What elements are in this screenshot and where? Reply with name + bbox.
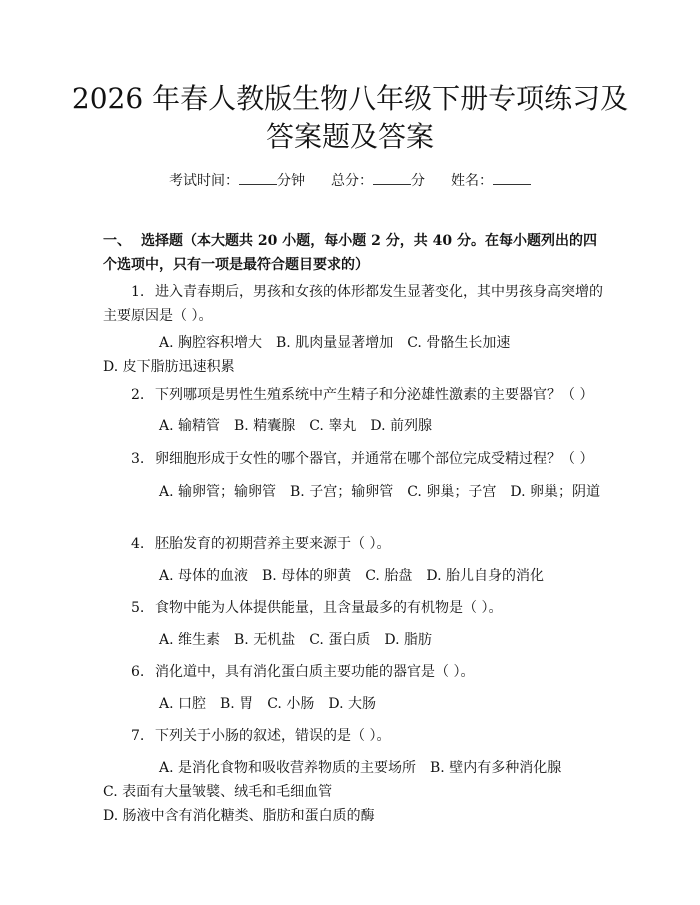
section-text: 选择题（本大题共 20 小题，每小题 2 分，共 40 分。在每小题列出的四个选项中，只有一项是最符合题目要求的）	[103, 233, 597, 273]
score-blank	[373, 172, 411, 185]
question-stem: 消化道中，具有消化蛋白质主要功能的器官是（ ）。	[155, 664, 475, 680]
time-unit: 分钟	[277, 173, 305, 189]
option-d: D. 脂肪	[384, 632, 432, 648]
question-2	[103, 383, 603, 407]
question-5	[103, 596, 603, 620]
option-b: B. 母体的卵黄	[262, 568, 352, 584]
question-stem: 下列哪项是男性生殖系统中产生精子和分泌雄性激素的主要器官？（ ）	[155, 387, 594, 403]
option-b: B. 肌肉量显著增加	[276, 335, 394, 351]
option-a: A. 输卵管；输卵管	[159, 484, 277, 500]
exam-info-line	[0, 170, 700, 190]
question-stem: 进入青春期后，男孩和女孩的体形都发生显著变化，其中男孩身高突增的主要原因是（ ）。	[103, 284, 603, 324]
option-c: C. 卵巢；子宫	[407, 484, 497, 500]
section-number: 一、	[103, 233, 131, 249]
question-4	[103, 532, 603, 556]
option-a: A. 口腔	[159, 696, 207, 712]
option-b: B. 壁内有多种消化腺	[430, 760, 562, 776]
option-b: B. 子宫；输卵管	[290, 484, 394, 500]
question-7-options	[103, 756, 603, 828]
option-a: A. 胸腔容积增大	[159, 335, 263, 351]
question-number: 3.	[131, 451, 145, 467]
option-c: C. 骨骼生长加速	[407, 335, 511, 351]
option-b: B. 无机盐	[234, 632, 296, 648]
section-heading	[103, 229, 603, 277]
question-7	[103, 724, 603, 748]
title-line-2: 答案题及答案	[265, 120, 434, 153]
name-label: 姓名：	[451, 173, 493, 189]
question-number: 1.	[131, 284, 145, 300]
option-c: C. 表面有大量皱襞、绒毛和毛细血管	[103, 784, 333, 800]
option-a: A. 输精管	[159, 418, 221, 434]
question-6	[103, 660, 603, 684]
score-label: 总分：	[331, 173, 373, 189]
option-d: D. 卵巢；阴道	[510, 484, 600, 500]
option-b: B. 胃	[220, 696, 254, 712]
question-stem: 下列关于小肠的叙述，错误的是（ ）。	[155, 728, 391, 744]
question-6-options	[103, 692, 603, 716]
question-number: 6.	[131, 664, 145, 680]
question-1	[103, 280, 603, 328]
option-c: C. 蛋白质	[309, 632, 371, 648]
option-d: D. 前列腺	[370, 418, 432, 434]
question-3-options	[103, 480, 603, 504]
score-unit: 分	[411, 173, 425, 189]
time-blank	[239, 172, 277, 185]
time-label: 考试时间：	[169, 173, 239, 189]
option-d: D. 胎儿自身的消化	[426, 568, 544, 584]
question-stem: 胚胎发育的初期营养主要来源于（ ）。	[155, 536, 391, 552]
question-4-options	[103, 564, 603, 588]
question-5-options	[103, 628, 603, 652]
question-stem: 食物中能为人体提供能量，且含量最多的有机物是（ ）。	[155, 600, 503, 616]
question-number: 7.	[131, 728, 145, 744]
question-1-options	[103, 331, 603, 379]
option-c: C. 睾丸	[309, 418, 357, 434]
question-stem: 卵细胞形成于女性的哪个器官，并通常在哪个部位完成受精过程？（ ）	[155, 451, 594, 467]
question-3	[103, 447, 603, 471]
question-number: 4.	[131, 536, 145, 552]
option-a: A. 母体的血液	[159, 568, 249, 584]
option-d: D. 肠液中含有消化糖类、脂肪和蛋白质的酶	[103, 808, 375, 824]
option-b: B. 精囊腺	[234, 418, 296, 434]
option-c: C. 小肠	[267, 696, 315, 712]
option-a: A. 是消化食物和吸收营养物质的主要场所	[159, 760, 417, 776]
document-title	[60, 80, 640, 156]
question-number: 5.	[131, 600, 145, 616]
name-blank	[493, 172, 531, 185]
option-a: A. 维生素	[159, 632, 221, 648]
option-d: D. 皮下脂肪迅速积累	[103, 359, 235, 375]
question-number: 2.	[131, 387, 145, 403]
option-d: D. 大肠	[328, 696, 376, 712]
title-line-1: 2026 年春人教版生物八年级下册专项练习及	[71, 82, 629, 115]
option-c: C. 胎盘	[365, 568, 413, 584]
question-2-options	[103, 414, 603, 438]
